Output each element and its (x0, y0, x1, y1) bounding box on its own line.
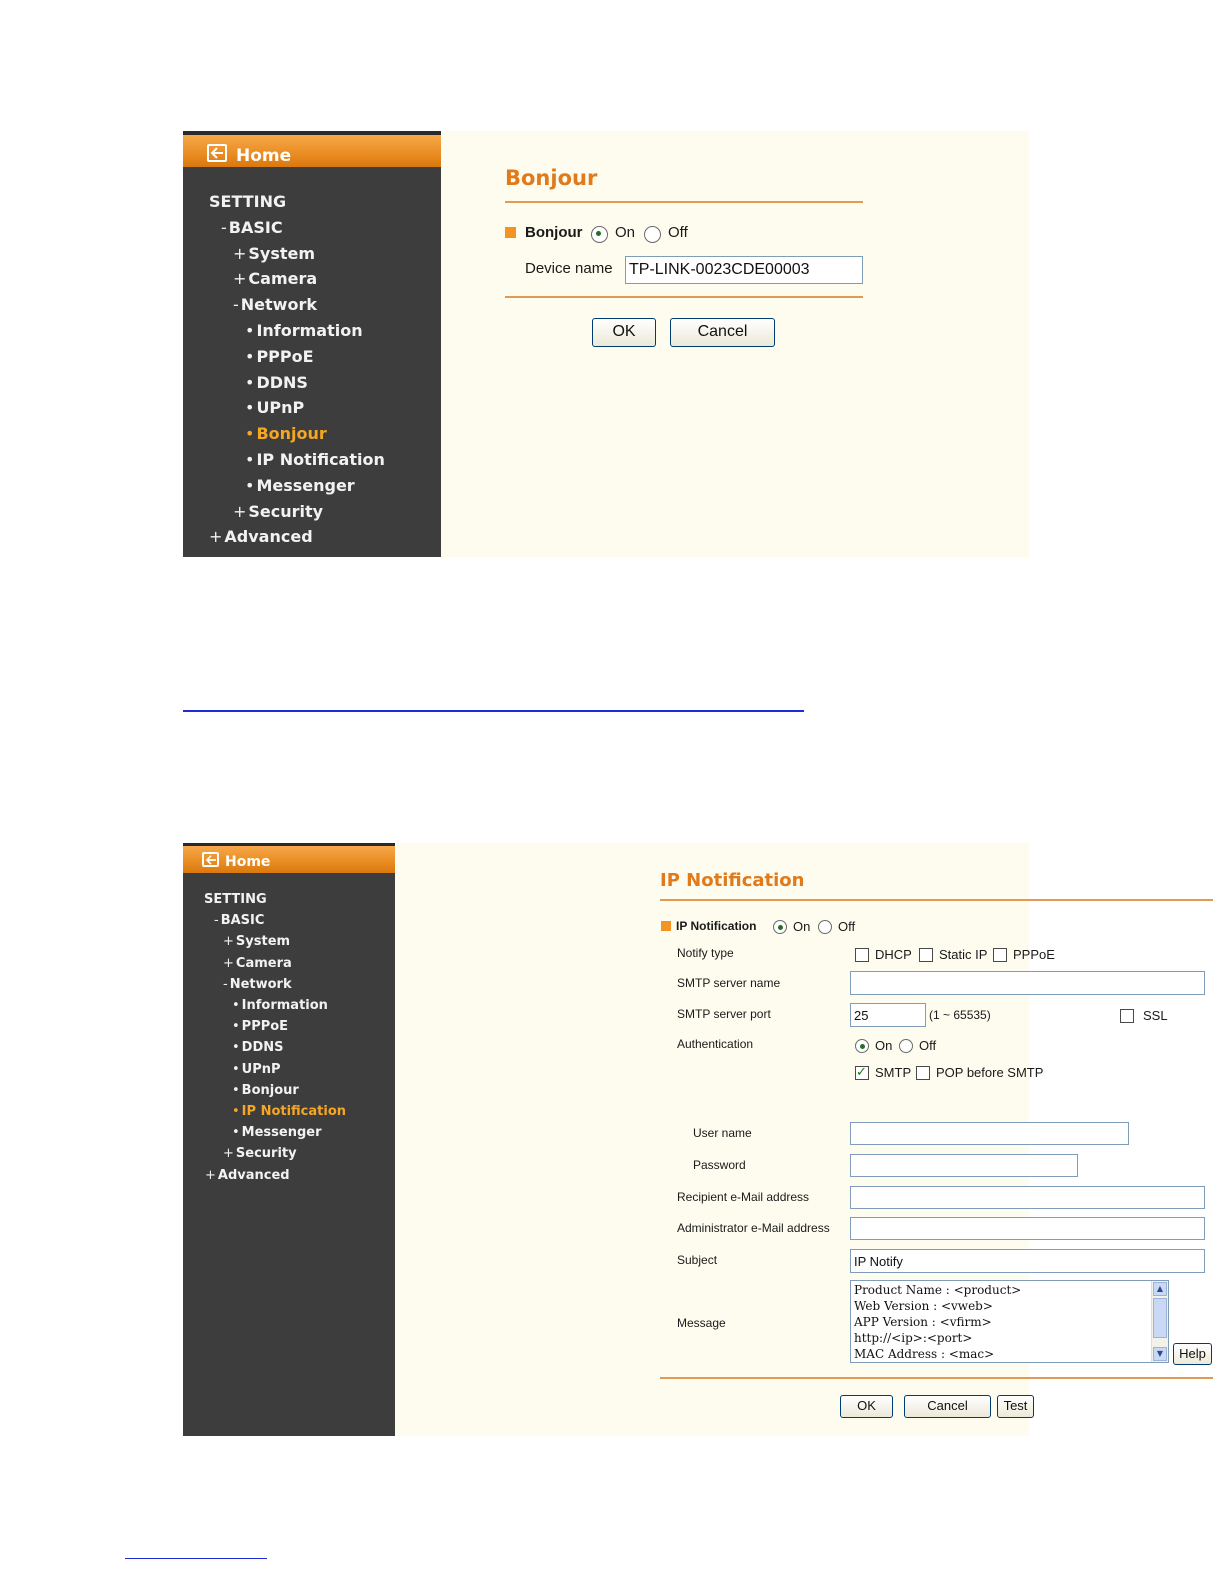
menu-prefix: - (221, 217, 227, 237)
link-underline (183, 710, 804, 712)
smtp-server-name-input[interactable] (850, 971, 1205, 995)
sidebar-item-upnp[interactable] (232, 1062, 281, 1077)
message-line: MAC Address : <mac> (854, 1347, 995, 1361)
test-button[interactable]: Test (997, 1395, 1034, 1418)
sidebar-item-label: System (248, 243, 316, 263)
home-button[interactable] (183, 131, 441, 167)
recipient-email-label: Recipient e-Mail address (677, 1190, 810, 1204)
smtp-server-name-label: SMTP server name (677, 976, 781, 990)
menu-prefix: • (245, 450, 255, 469)
message-line: APP Version : <vfirm> (854, 1315, 992, 1329)
menu-prefix: + (205, 1167, 216, 1183)
sidebar-item-label: Bonjour (256, 424, 327, 444)
ip-notification-screenshot (183, 843, 1206, 1436)
sidebar-item-security[interactable] (233, 502, 323, 521)
sidebar-item-pppoe[interactable] (232, 1019, 288, 1034)
bonjour-screenshot (183, 131, 1029, 557)
sidebar-item-label: IP Notification (256, 450, 385, 469)
sidebar-item-ddns[interactable] (232, 1040, 284, 1055)
device-name-label: Device name (525, 260, 613, 277)
title-divider (660, 899, 1213, 901)
menu-prefix: • (232, 1104, 240, 1119)
ok-button[interactable]: OK (592, 318, 656, 347)
menu-prefix: + (209, 527, 223, 547)
sidebar-item-label: IP Notification (241, 1104, 347, 1119)
menu-prefix: • (245, 398, 255, 418)
sidebar-item-basic[interactable] (221, 218, 283, 237)
auth-off-radio[interactable] (899, 1039, 913, 1053)
sidebar-item-camera[interactable] (233, 269, 317, 288)
subject-input[interactable]: IP Notify (850, 1249, 1205, 1273)
sidebar-item-label: BASIC (220, 913, 265, 929)
scroll-thumb[interactable] (1153, 1298, 1167, 1338)
ip-notification-on-radio[interactable] (773, 920, 787, 934)
sidebar-item-upnp[interactable] (245, 398, 304, 417)
menu-prefix: - (233, 295, 239, 315)
bonjour-on-radio[interactable] (591, 226, 608, 243)
smtp-port-label: SMTP server port (677, 1007, 771, 1021)
sidebar-item-label: Security (248, 501, 324, 521)
menu-prefix: • (232, 1019, 240, 1035)
sidebar-item-security[interactable] (223, 1146, 297, 1161)
sidebar-item-label: DDNS (256, 372, 308, 392)
menu-prefix: + (233, 501, 247, 521)
sidebar-item-ip-notification[interactable] (245, 450, 385, 469)
sidebar-item-label: PPPoE (241, 1019, 289, 1035)
password-input[interactable] (850, 1154, 1078, 1177)
menu-prefix: • (245, 424, 255, 444)
sidebar-item-label: Advanced (224, 527, 313, 547)
auth-off-label: Off (919, 1038, 937, 1053)
sidebar-item-label: UPnP (256, 398, 305, 418)
auth-on-label: On (875, 1038, 893, 1053)
static-ip-checkbox[interactable] (919, 948, 933, 962)
sidebar-item-network[interactable] (233, 295, 317, 314)
sidebar-item-bonjour[interactable] (232, 1083, 299, 1098)
form-divider (505, 296, 863, 298)
home-label: Home (225, 854, 271, 870)
sidebar-item-label: Camera (235, 955, 292, 971)
sidebar-item-camera[interactable] (223, 956, 292, 971)
sidebar-item-setting (202, 892, 267, 907)
sidebar-item-label: Messenger (256, 475, 355, 495)
cancel-button[interactable]: Cancel (670, 318, 775, 347)
dhcp-label: DHCP (875, 947, 912, 962)
menu-prefix: • (245, 321, 255, 340)
recipient-email-input[interactable] (850, 1186, 1205, 1209)
section-marker-icon (505, 227, 516, 238)
sidebar-item-label: Network (229, 976, 292, 992)
message-scrollbar[interactable] (1151, 1281, 1168, 1362)
sidebar-item-system[interactable] (233, 244, 315, 263)
ip-notification-off-label: Off (838, 919, 856, 934)
ip-notification-toggle-label: IP Notification (676, 919, 757, 933)
username-label: User name (693, 1126, 752, 1140)
menu-prefix: • (232, 1061, 240, 1077)
title-divider (505, 201, 863, 203)
sidebar-item-ddns[interactable] (245, 373, 308, 392)
cancel-button[interactable]: Cancel (904, 1395, 991, 1418)
sidebar-item-label: UPnP (241, 1061, 281, 1077)
sidebar-item-system[interactable] (223, 934, 290, 949)
dhcp-checkbox[interactable] (855, 948, 869, 962)
subject-label: Subject (677, 1253, 718, 1267)
page-title: Bonjour (505, 166, 598, 190)
ip-notification-on-label: On (793, 919, 811, 934)
ip-notification-content (395, 843, 1206, 1436)
smtp-port-input[interactable]: 25 (850, 1003, 926, 1027)
sidebar-item-pppoe[interactable] (245, 347, 314, 366)
administrator-email-label: Administrator e-Mail address (677, 1221, 830, 1235)
back-arrow-icon (202, 852, 219, 867)
page-title: IP Notification (660, 870, 805, 891)
smtp-auth-label: SMTP (875, 1065, 912, 1080)
sidebar (183, 131, 441, 557)
menu-prefix: • (232, 998, 240, 1013)
ok-button[interactable]: OK (840, 1395, 893, 1418)
bonjour-off-radio[interactable] (644, 226, 661, 243)
menu-prefix: + (233, 269, 247, 289)
sidebar-item-label: Advanced (217, 1167, 290, 1183)
sidebar-item-information[interactable] (232, 998, 328, 1013)
sidebar-item-information[interactable] (245, 321, 363, 340)
authentication-label: Authentication (677, 1037, 754, 1051)
sidebar-item-label: Camera (248, 269, 318, 289)
sidebar-item-bonjour[interactable] (245, 424, 327, 443)
back-arrow-icon (207, 144, 227, 162)
section-marker-icon (661, 921, 671, 931)
footnote-underline (125, 1558, 267, 1559)
pop-before-smtp-label: POP before SMTP (936, 1065, 1044, 1080)
form-divider (660, 1377, 1213, 1379)
menu-prefix: • (232, 1040, 240, 1056)
auth-on-radio[interactable] (855, 1039, 869, 1053)
sidebar-item-label: System (235, 934, 291, 950)
bonjour-on-label: On (615, 224, 636, 241)
message-textarea[interactable] (850, 1280, 1169, 1363)
pppoe-checkbox[interactable] (993, 948, 1007, 962)
menu-prefix: • (245, 475, 255, 495)
ip-notification-off-radio[interactable] (818, 920, 832, 934)
sidebar-item-advanced[interactable] (205, 1168, 290, 1183)
sidebar-item-label: Bonjour (241, 1082, 299, 1098)
smtp-auth-checkbox[interactable] (855, 1066, 869, 1080)
menu-prefix: • (245, 346, 255, 366)
password-label: Password (693, 1158, 746, 1172)
sidebar-item-ip-notification[interactable] (232, 1104, 346, 1119)
sidebar-item-label: DDNS (241, 1040, 284, 1056)
notify-type-label: Notify type (677, 946, 734, 960)
pop-before-smtp-checkbox[interactable] (916, 1066, 930, 1080)
sidebar-item-label: BASIC (228, 217, 283, 237)
ssl-checkbox[interactable] (1120, 1009, 1134, 1023)
username-input[interactable] (850, 1122, 1129, 1145)
menu-prefix: - (214, 913, 219, 929)
bonjour-content (441, 131, 1029, 557)
menu-prefix: - (223, 976, 228, 992)
bonjour-toggle-label: Bonjour (525, 224, 583, 241)
smtp-port-range: (1 ~ 65535) (929, 1008, 991, 1022)
message-label: Message (677, 1316, 726, 1330)
sidebar-item-label: SETTING (209, 192, 287, 211)
sidebar-item-label: PPPoE (256, 346, 314, 366)
sidebar-item-network[interactable] (223, 977, 292, 992)
sidebar-item-label: Security (235, 1146, 297, 1162)
menu-prefix: + (223, 1146, 234, 1162)
sidebar-item-messenger[interactable] (232, 1125, 322, 1140)
pppoe-label: PPPoE (1013, 947, 1055, 962)
device-name-input[interactable]: TP-LINK-0023CDE00003 (625, 256, 863, 284)
home-label: Home (236, 146, 292, 166)
static-ip-label: Static IP (939, 947, 988, 962)
scroll-up-icon[interactable]: ▲ (1153, 1282, 1167, 1296)
message-line: Web Version : <vweb> (854, 1299, 993, 1313)
bonjour-off-label: Off (668, 224, 688, 241)
message-line: http://<ip>:<port> (854, 1331, 973, 1345)
sidebar-item-basic[interactable] (214, 913, 264, 928)
menu-prefix: • (245, 372, 255, 392)
menu-prefix: • (232, 1125, 240, 1141)
sidebar-item-label: Messenger (241, 1125, 322, 1141)
sidebar-item-advanced[interactable] (209, 527, 313, 546)
menu-prefix: + (233, 243, 247, 263)
menu-prefix: • (232, 1082, 240, 1098)
home-button[interactable] (183, 843, 395, 873)
menu-prefix: + (223, 934, 234, 950)
sidebar-item-messenger[interactable] (245, 476, 355, 495)
ssl-label: SSL (1143, 1008, 1168, 1023)
sidebar (183, 843, 395, 1436)
help-button[interactable]: Help (1173, 1343, 1212, 1365)
sidebar-item-setting (207, 192, 286, 211)
sidebar-item-label: Network (240, 295, 317, 315)
sidebar-item-label: SETTING (204, 892, 267, 907)
sidebar-item-label: Information (256, 321, 363, 340)
administrator-email-input[interactable] (850, 1217, 1205, 1240)
menu-prefix: + (223, 955, 234, 971)
sidebar-item-label: Information (241, 998, 328, 1013)
message-line: Product Name : <product> (854, 1283, 1022, 1297)
scroll-down-icon[interactable]: ▼ (1153, 1347, 1167, 1361)
